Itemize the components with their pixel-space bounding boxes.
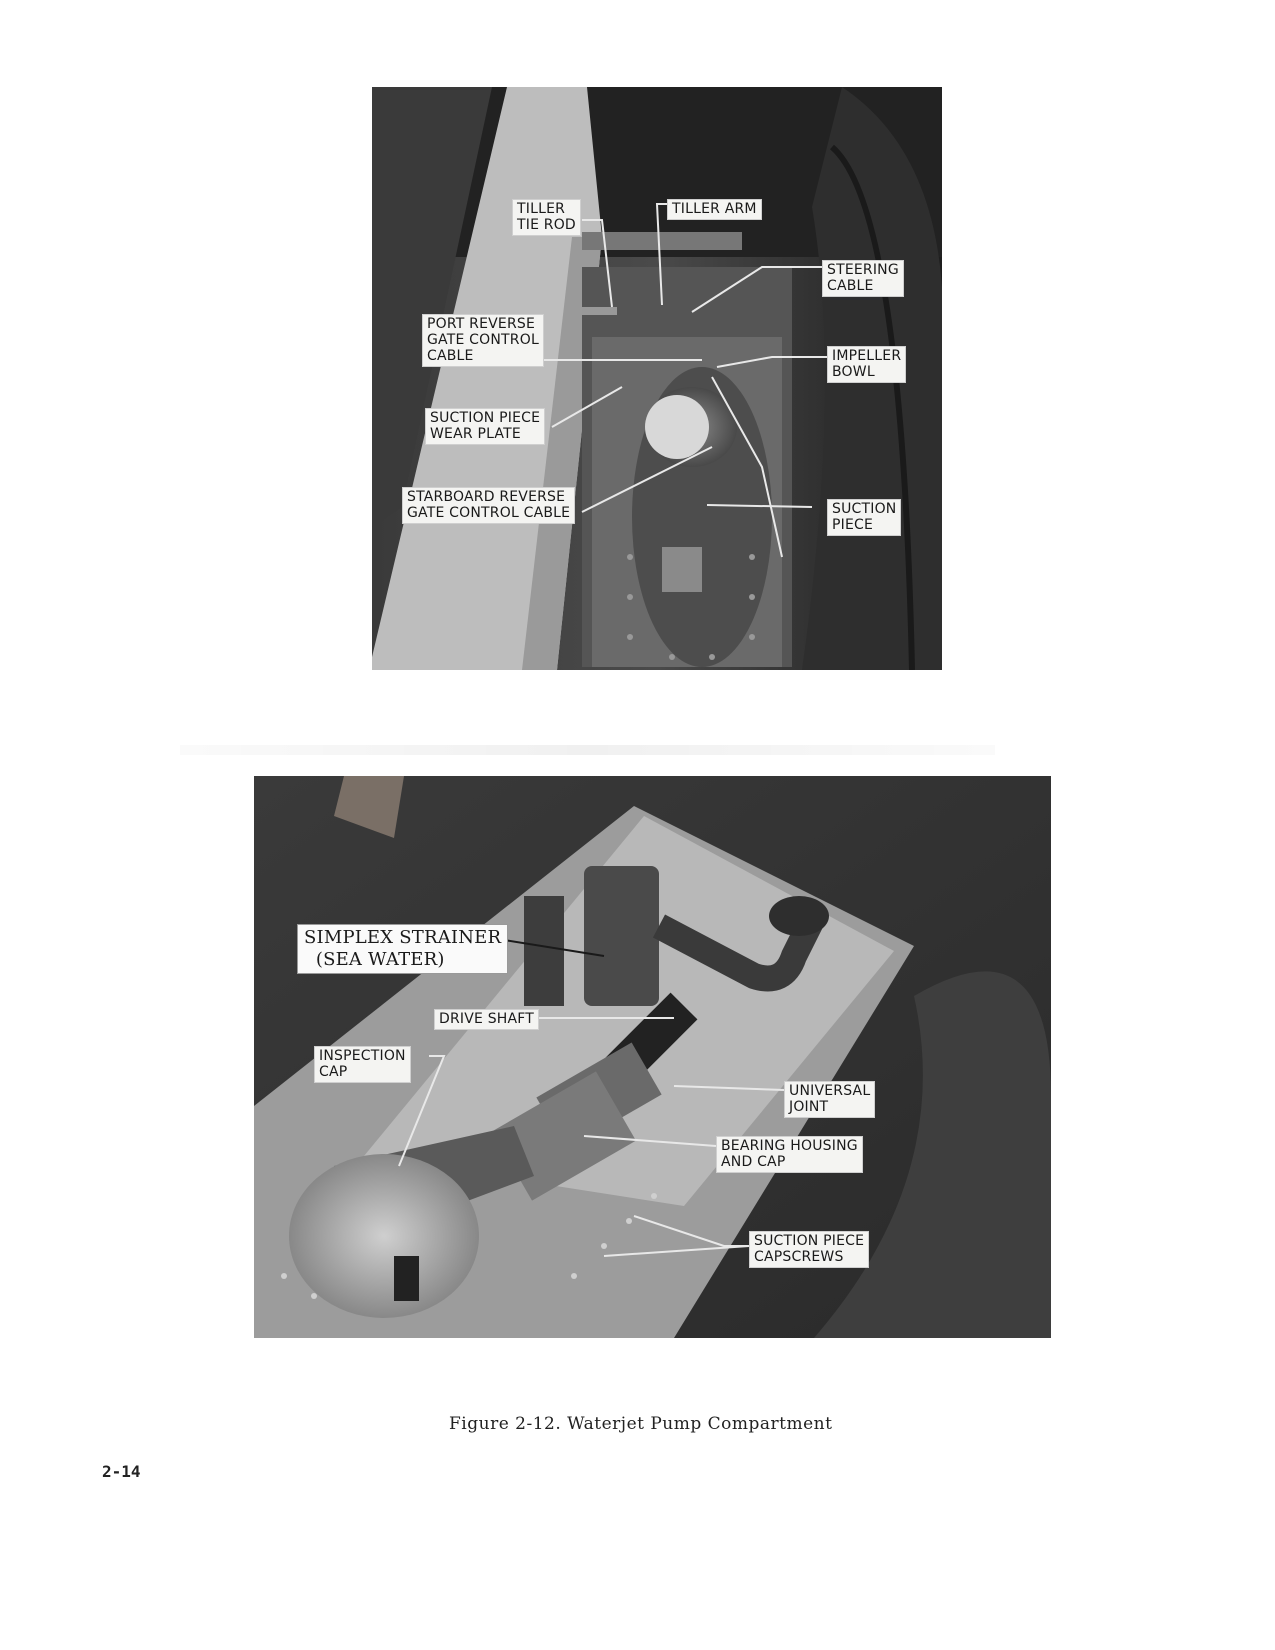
label-suction-piece-wear-plate: SUCTION PIECE WEAR PLATE <box>425 408 545 445</box>
label-simplex-strainer: SIMPLEX STRAINER (SEA WATER) <box>297 924 508 974</box>
page-number: 2-14 <box>102 1462 141 1481</box>
label-suction-piece-capscrews: SUCTION PIECE CAPSCREWS <box>749 1231 869 1268</box>
label-drive-shaft: DRIVE SHAFT <box>434 1009 539 1030</box>
top-photo <box>372 87 942 670</box>
label-impeller-bowl: IMPELLER BOWL <box>827 346 906 383</box>
label-tiller-arm: TILLER ARM <box>667 199 762 220</box>
label-starboard-reverse-gate-control-cable: STARBOARD REVERSE GATE CONTROL CABLE <box>402 487 575 524</box>
label-universal-joint: UNIVERSAL JOINT <box>784 1081 875 1118</box>
figure-caption: Figure 2-12. Waterjet Pump Compartment <box>449 1414 833 1434</box>
label-steering-cable: STEERING CABLE <box>822 260 904 297</box>
scan-artifact <box>180 745 995 755</box>
label-bearing-housing-and-cap: BEARING HOUSING AND CAP <box>716 1136 863 1173</box>
label-tiller-tie-rod: TILLER TIE ROD <box>512 199 581 236</box>
label-port-reverse-gate-control-cable: PORT REVERSE GATE CONTROL CABLE <box>422 314 544 367</box>
bottom-photo <box>254 776 1051 1338</box>
label-suction-piece: SUCTION PIECE <box>827 499 901 536</box>
label-inspection-cap: INSPECTION CAP <box>314 1046 411 1083</box>
